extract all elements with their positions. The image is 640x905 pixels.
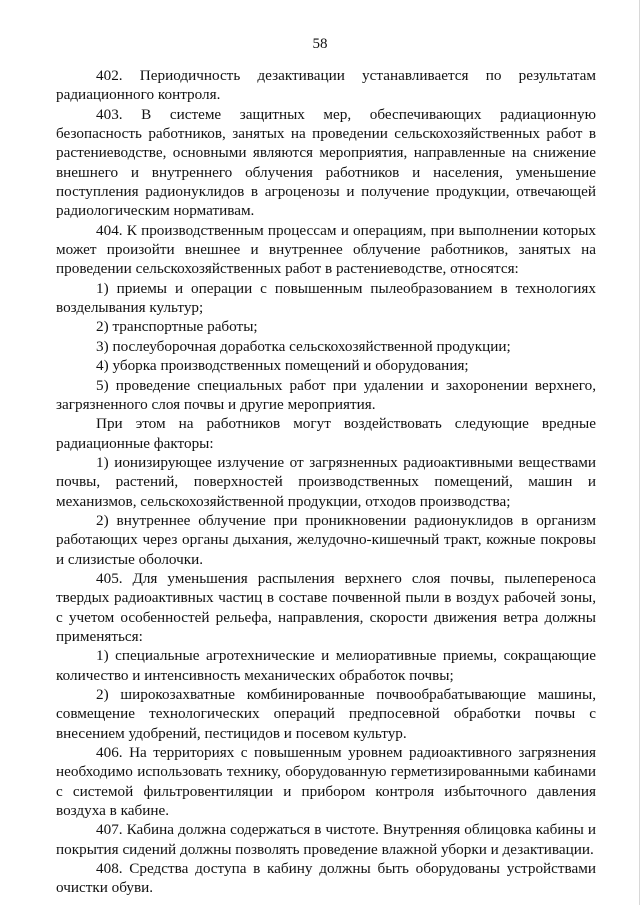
paragraph-402: 402. Периодичность дезактивации устанавливается по результатам радиационного контроля. [56,67,596,104]
list-item: 2) широкозахватные комбинированные почвообрабатывающие машины, совмещение технологических операций предпосевной обработки почвы с внесением удобрений, пестицидов и посевом культур. [56,686,596,742]
list-item: 3) послеуборочная доработка сельскохозяйственной продукции; [96,337,511,355]
paragraph-factors-intro: При этом на работников могут воздействовать следующие вредные радиационные факторы: [56,415,596,452]
list-item: 1) приемы и операции с повышенным пылеобразованием в технологиях возделывания культур; [56,279,596,317]
paragraph-408: 408. Средства доступа в кабину должны быть оборудованы устройствами очистки обуви. [56,860,596,897]
list-item: 1) ионизирующее излучение от загрязненных радиоактивными веществами почвы, растений, поверхностей производственных помещений, машин и механизмов, сельскохозяйственной продукции, отходов производства; [56,453,596,510]
list-item: 1) специальные агротехнические и мелиоративные приемы, сокращающие количество и интенсивность механических обработок почвы; [56,647,596,684]
page-number: 58 [312,36,328,52]
document-body [56,66,596,898]
paragraph-407: 407. Кабина должна содержаться в чистоте. Внутренняя облицовка кабины и покрытия сидений должны позволять проведение влажной уборки и дезактивации. [56,821,596,858]
list-item: 2) внутреннее облучение при проникновении радионуклидов в организм работающих через органы дыхания, желудочно-кишечный тракт, кожные покровы и слизистые оболочки. [56,511,596,568]
paragraph-405: 405. Для уменьшения распыления верхнего слоя почвы, пылепереноса твердых радиоактивных частиц в составе почвенной пыли в воздух рабочей зоны, с учетом особенностей рельефа, направления, скорости движения ветра должны применяться: [56,569,596,645]
paragraph-403: 403. В системе защитных мер, обеспечивающих радиационную безопасность работников, занятых на проведении сельскохозяйственных работ в растениеводстве, основными являются мероприятия, направленные на снижение внешнего и внутреннего облучения работников и населения, уменьшение поступления радионуклидов в агроценозы и получение продукции, отвечающей радиологическим нормативам. [56,105,596,220]
paragraph-404: 404. К производственным процессам и операциям, при выполнении которых может произойти внешнее и внутреннее облучение работников, занятых на проведении сельскохозяйственных работ в растениеводстве, относятся: [56,221,596,278]
paragraph-406: 406. На территориях с повышенным уровнем радиоактивного загрязнения необходимо использовать технику, оборудованную герметизированными кабинами с системой фильтровентиляции и прибором контроля избыточного давления воздуха в кабине. [56,744,596,820]
list-item: 5) проведение специальных работ при удалении и захоронении верхнего, загрязненного слоя почвы и другие мероприятия. [56,376,596,413]
list-item: 4) уборка производственных помещений и оборудования; [96,357,469,375]
list-item: 2) транспортные работы; [96,318,258,336]
